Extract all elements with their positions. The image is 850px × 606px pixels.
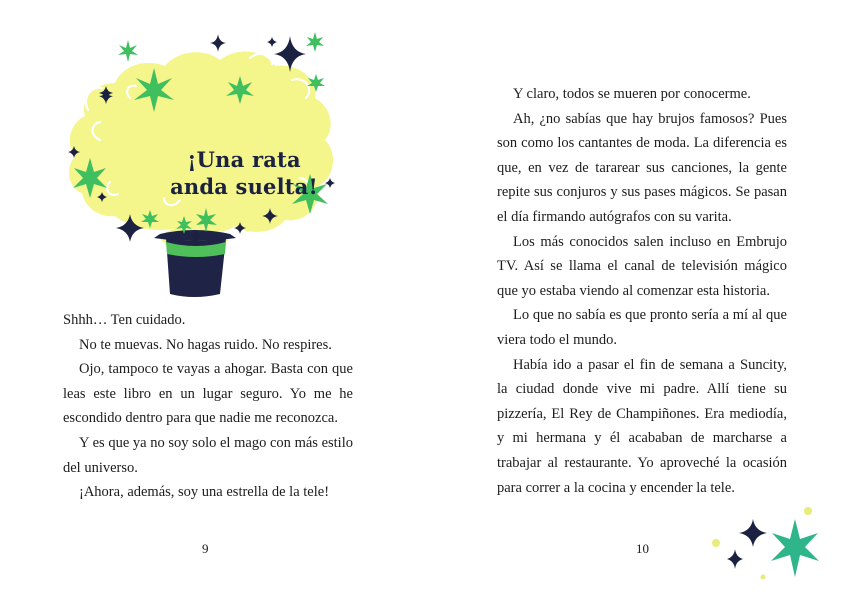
- paragraph: Los más conocidos salen incluso en Embrujo TV. Así se llama el canal de televisión mágico que yo estaba viendo al comenzar esta historia.: [497, 233, 787, 299]
- paragraph: Ojo, tampoco te vayas a ahogar. Basta con que leas este libro en un lugar seguro. Yo me he escondido dentro para que nadie me reconozca.: [63, 361, 353, 427]
- green-star-icon: [771, 519, 819, 577]
- chapter-title-line-2: anda suelta!: [170, 174, 318, 199]
- chapter-title: [154, 146, 334, 200]
- dark-star: [727, 549, 743, 569]
- yellow-dot: [804, 507, 812, 515]
- paragraph: Había ido a pasar el fin de semana a Suncity, la ciudad donde vive mi padre. Allí tiene su pizzería, El Rey de Champiñones. Era mediodía, y mi hermana y él acababan de marcharse a trabajar al restaurante. Yo aproveché la ocasión para correr a la cocina y encender la tele.: [497, 356, 787, 496]
- paragraph: Ah, ¿no sabías que hay brujos famosos? Pues son como los cantantes de moda. La diferencia es que, en vez de tararear sus canciones, la gente repite sus conjuros y sus pases mágicos. Se pasan el día firmando autógrafos con su varita.: [497, 110, 787, 225]
- decorative-stars: [705, 505, 830, 595]
- chapter-illustration: [60, 28, 350, 303]
- hat: [154, 230, 236, 297]
- yellow-dot: [712, 539, 720, 547]
- sparkle-star-icon: [705, 505, 830, 595]
- page-number-left: 9: [202, 541, 209, 556]
- paragraph: ¡Ahora, además, soy una estrella de la tele!: [79, 484, 330, 501]
- paragraph: No te muevas. No hagas ruido. No respires.: [79, 336, 332, 353]
- paragraph: Lo que no sabía es que pronto sería a mí al que viera todo el mundo.: [497, 307, 787, 348]
- page-number-right: 10: [636, 541, 649, 556]
- dark-star: [739, 519, 767, 547]
- left-page-text: [63, 308, 353, 505]
- paragraph: Y es que ya no soy solo el mago con más estilo del universo.: [63, 434, 353, 476]
- chapter-title-line-1: ¡Una rata: [187, 147, 301, 172]
- yellow-dot: [761, 575, 766, 580]
- right-page-text: [497, 82, 787, 500]
- paragraph: Shhh… Ten cuidado.: [63, 312, 186, 328]
- paragraph: Y claro, todos se mueren por conocerme.: [513, 86, 751, 102]
